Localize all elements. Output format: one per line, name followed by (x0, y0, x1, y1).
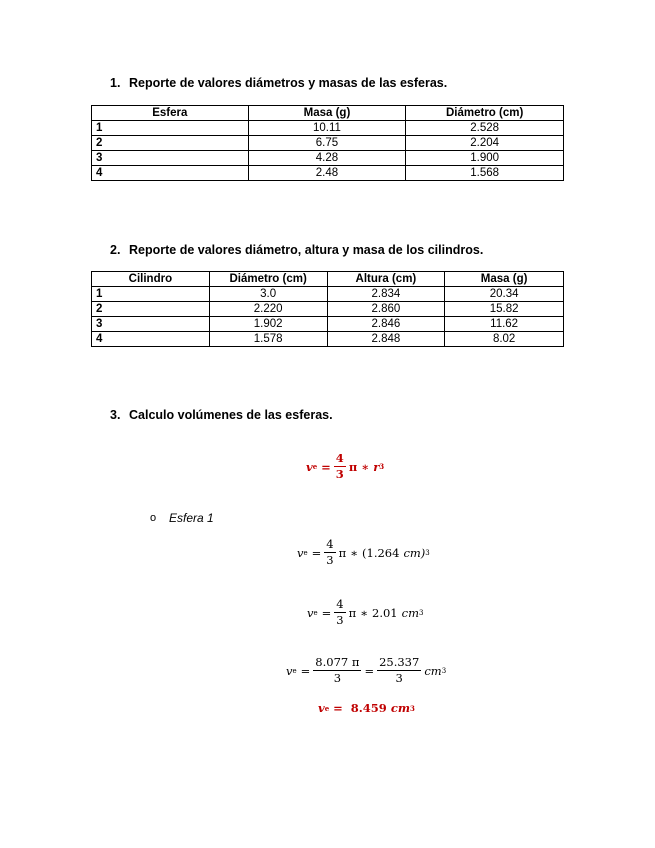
row-index-cell: 4 (92, 332, 210, 347)
step1-var: v (297, 545, 304, 560)
step1-unit: cm) (403, 545, 426, 560)
table-row (92, 302, 564, 317)
value-cell: 1.902 (209, 317, 327, 332)
formula-var: v (306, 459, 313, 474)
step2-times: ∗ (360, 605, 369, 620)
step3-eq2: = (364, 663, 375, 678)
value-cell: 8.02 (445, 332, 564, 347)
step3-den2: 3 (395, 671, 403, 685)
value-cell: 10.11 (248, 121, 406, 136)
formula-exp: 3 (379, 462, 385, 471)
formula-den: 3 (335, 467, 344, 481)
value-cell: 3.0 (209, 287, 327, 302)
step3-eq: = (300, 663, 311, 678)
value-cell: 2.848 (327, 332, 445, 347)
formula-sub: e (312, 462, 318, 471)
value-cell: 2.860 (327, 302, 445, 317)
table-row (92, 136, 564, 151)
bullet-marker: o (150, 512, 157, 524)
column-header: Masa (g) (445, 272, 564, 287)
column-header: Diámetro (cm) (209, 272, 327, 287)
table-row (92, 121, 564, 136)
value-cell: 11.62 (445, 317, 564, 332)
column-header: Cilindro (92, 272, 210, 287)
step1-den: 3 (326, 553, 334, 567)
result-unit: cm (390, 701, 410, 715)
step3-fraction-2 (377, 656, 421, 685)
step2-fraction (334, 598, 345, 627)
value-cell: 1.578 (209, 332, 327, 347)
step2-num: 4 (336, 597, 344, 611)
section-3-heading (110, 408, 333, 422)
value-cell: 2.48 (248, 166, 406, 181)
step2-var: v (307, 605, 314, 620)
step3-var: v (286, 663, 293, 678)
result-value: 8.459 (350, 701, 387, 715)
row-index-cell: 4 (92, 166, 249, 181)
step1-num: 4 (326, 537, 334, 551)
section-3-number: 3. (110, 408, 121, 422)
row-index-cell: 3 (92, 317, 210, 332)
value-cell: 15.82 (445, 302, 564, 317)
value-cell: 6.75 (248, 136, 406, 151)
calc-step-1 (297, 538, 430, 567)
section-1-title: Reporte de valores diámetros y masas de las esferas. (129, 76, 448, 90)
table-row (92, 287, 564, 302)
result-sub: e (324, 703, 330, 713)
formula-fraction (334, 452, 346, 481)
step3-fraction-1 (313, 656, 361, 685)
section-2-heading (110, 243, 483, 257)
cylinders-table (91, 271, 564, 347)
result-eq: = (333, 701, 343, 715)
row-index-cell: 1 (92, 121, 249, 136)
step1-times: ∗ (350, 545, 359, 560)
column-header: Masa (g) (248, 106, 406, 121)
step2-exp: 3 (418, 608, 424, 617)
value-cell: 1.900 (406, 151, 564, 166)
value-cell: 2.220 (209, 302, 327, 317)
step2-value: 2.01 (372, 605, 398, 620)
result-var: v (318, 701, 325, 715)
sphere-1-label: Esfera 1 (169, 511, 214, 525)
section-1-heading (110, 76, 447, 90)
step1-pi: π (338, 545, 347, 560)
section-1-number: 1. (110, 76, 121, 90)
step3-num2: 25.337 (379, 655, 420, 669)
table-row (92, 332, 564, 347)
step2-eq: = (321, 605, 332, 620)
result-exp: 3 (409, 703, 415, 713)
table-row (92, 151, 564, 166)
step3-den1: 3 (333, 671, 342, 685)
spheres-table (91, 105, 564, 181)
value-cell: 1.568 (406, 166, 564, 181)
table-row (92, 317, 564, 332)
step2-unit: cm (401, 605, 419, 620)
value-cell: 4.28 (248, 151, 406, 166)
value-cell: 2.834 (327, 287, 445, 302)
column-header: Esfera (92, 106, 249, 121)
row-index-cell: 2 (92, 136, 249, 151)
volume-formula (306, 452, 384, 481)
step1-exp: 3 (425, 548, 430, 557)
table-header-row (92, 106, 564, 121)
value-cell: 2.846 (327, 317, 445, 332)
column-header: Diámetro (cm) (406, 106, 564, 121)
row-index-cell: 3 (92, 151, 249, 166)
formula-pi: π (348, 459, 358, 474)
section-2-number: 2. (110, 243, 121, 257)
step3-num1: 8.077 π (315, 655, 360, 669)
step2-pi: π (348, 605, 357, 620)
value-cell: 2.528 (406, 121, 564, 136)
step1-sub: e (303, 548, 308, 557)
table-row (92, 166, 564, 181)
value-cell: 2.204 (406, 136, 564, 151)
step1-eq: = (311, 545, 322, 560)
value-cell: 20.34 (445, 287, 564, 302)
row-index-cell: 2 (92, 302, 210, 317)
step2-den: 3 (336, 613, 344, 627)
formula-times: ∗ (361, 459, 370, 474)
step1-value: (1.264 (362, 545, 400, 560)
table-header-row (92, 272, 564, 287)
step2-sub: e (313, 608, 318, 617)
formula-num: 4 (335, 451, 344, 465)
sphere-1-item (150, 511, 214, 525)
row-index-cell: 1 (92, 287, 210, 302)
step3-sub: e (292, 666, 297, 675)
column-header: Altura (cm) (327, 272, 445, 287)
formula-eq: = (321, 459, 331, 474)
step3-unit: cm (424, 663, 442, 678)
step1-fraction (324, 538, 335, 567)
section-3-title: Calculo volúmenes de las esferas. (129, 408, 333, 422)
volume-result (318, 701, 415, 715)
calc-step-2 (307, 598, 423, 627)
calc-step-3 (286, 656, 446, 685)
section-2-title: Reporte de valores diámetro, altura y masa de los cilindros. (129, 243, 484, 257)
step3-exp: 3 (441, 666, 447, 675)
formula-r: r (373, 459, 380, 474)
